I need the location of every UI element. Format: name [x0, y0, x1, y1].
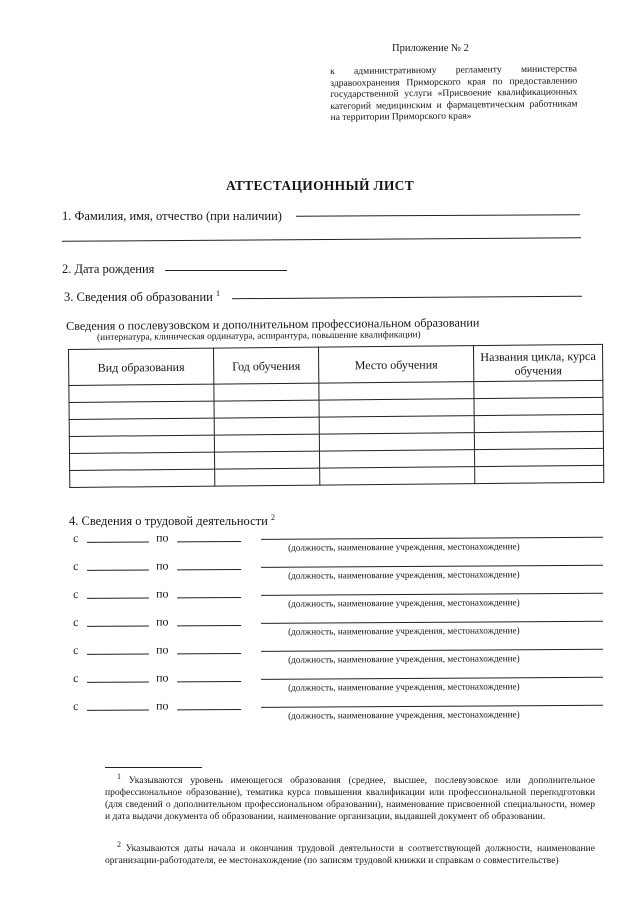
footnote-2 — [105, 839, 595, 867]
postgrad-table-cell[interactable] — [70, 469, 215, 487]
work-row — [73, 696, 608, 729]
fio-input-line-2[interactable] — [62, 237, 581, 242]
position-caption: (должность, наименование учреждения, местонахождение) — [288, 541, 520, 553]
col-education-type: Вид образования — [69, 348, 214, 385]
postgrad-table-cell[interactable] — [320, 467, 475, 485]
from-label: с — [73, 642, 79, 657]
from-date-line[interactable] — [87, 654, 149, 655]
postgrad-table-cell[interactable] — [319, 416, 474, 434]
position-line[interactable] — [261, 621, 603, 624]
education-input-line[interactable] — [232, 296, 582, 299]
education-label: 3. Сведения об образовании $^1$ — [64, 289, 220, 305]
from-label: с — [73, 530, 79, 545]
postgrad-table-cell[interactable] — [474, 397, 603, 415]
to-date-line[interactable] — [177, 653, 241, 654]
postgrad-table-cell[interactable] — [214, 417, 319, 435]
footnote-1-text: Указываются уровень имеющегося образования (среднее, высшее, послевузовское или дополнительное профессиональное образование), тематика курса повышения квалификации или профессиональной переподготовки (для сведений о дополнительном профессиональном образовании), наименование присвоенной специальности, номер и дата выдачи документа об образовании, наименование организации, выдавшей документ об образовании. — [105, 775, 595, 823]
postgrad-table-cell[interactable] — [319, 399, 474, 417]
position-caption: (должность, наименование учреждения, местонахождение) — [288, 625, 520, 637]
work-heading: 4. Сведения о трудовой деятельности $^2$ — [69, 513, 275, 529]
from-label: с — [73, 558, 79, 573]
postgrad-table-cell[interactable] — [214, 451, 319, 469]
fio-label: 1. Фамилия, имя, отчество (при наличии) — [62, 209, 282, 223]
birth-date-input-line[interactable] — [165, 270, 287, 271]
position-line[interactable] — [261, 677, 603, 680]
postgrad-table-cell[interactable] — [214, 434, 319, 452]
postgrad-table-wrap — [68, 344, 604, 488]
position-line[interactable] — [261, 593, 603, 596]
col-study-place: Место обучения — [318, 346, 473, 383]
position-line[interactable] — [261, 565, 603, 568]
to-date-line[interactable] — [177, 709, 241, 710]
postgrad-table-cell[interactable] — [70, 452, 215, 470]
to-label: по — [155, 642, 169, 657]
postgrad-table-cell[interactable] — [69, 401, 214, 419]
col-course-name: Названия цикла, курса обучения — [473, 344, 602, 381]
to-label: по — [155, 698, 169, 713]
to-date-line[interactable] — [177, 569, 241, 570]
postgrad-table-cell[interactable] — [319, 382, 474, 400]
birth-date-label: 2. Дата рождения — [62, 262, 155, 276]
postgrad-heading: Сведения о послевузовском и дополнительном профессиональном образовании — [66, 315, 480, 333]
col-study-year: Год обучения — [213, 347, 318, 384]
to-date-line[interactable] — [177, 597, 241, 598]
postgrad-table-cell[interactable] — [214, 383, 319, 401]
from-date-line[interactable] — [87, 570, 149, 571]
postgrad-table-cell[interactable] — [475, 465, 604, 483]
from-label: с — [73, 670, 79, 685]
fio-input-line[interactable] — [296, 214, 580, 216]
postgrad-table-cell[interactable] — [319, 433, 474, 451]
postgrad-table-cell[interactable] — [474, 448, 603, 466]
to-date-line[interactable] — [177, 541, 241, 542]
position-caption: (должность, наименование учреждения, местонахождение) — [288, 709, 520, 721]
to-label: по — [155, 530, 169, 545]
postgrad-table-cell[interactable] — [69, 418, 214, 436]
postgrad-table-cell[interactable] — [69, 384, 214, 402]
postgrad-subheading: (интернатура, клиническая ординатура, аспирантура, повышение квалификации) — [97, 330, 421, 343]
to-label: по — [155, 614, 169, 629]
footnote-ref-1: 1 — [215, 289, 220, 298]
postgrad-table — [68, 344, 604, 488]
to-label: по — [155, 670, 169, 685]
to-label: по — [155, 586, 169, 601]
from-date-line[interactable] — [87, 598, 149, 599]
appendix-reference: к административному регламенту министерства здравоохранения Приморского края по предоставлению государственной услуги «Присвоение квалификационных категорий медицинским и фармацевтическим работникам на территории Приморского края» — [330, 63, 578, 124]
footnote-ref-2: 2 — [270, 513, 275, 522]
position-line[interactable] — [261, 705, 603, 708]
postgrad-table-cell[interactable] — [214, 400, 319, 418]
from-label: с — [73, 614, 79, 629]
appendix-title: Приложение № 2 — [392, 43, 469, 54]
to-date-line[interactable] — [177, 681, 241, 682]
footnote-1-number: 1 — [117, 772, 121, 781]
position-caption: (должность, наименование учреждения, местонахождение) — [288, 681, 520, 693]
from-date-line[interactable] — [87, 626, 149, 627]
postgrad-table-cell[interactable] — [474, 431, 603, 449]
footnote-1 — [105, 771, 595, 823]
postgrad-table-cell[interactable] — [474, 414, 603, 432]
postgrad-table-cell[interactable] — [474, 380, 603, 398]
footnote-2-number: 2 — [117, 840, 121, 849]
from-date-line[interactable] — [87, 710, 149, 711]
position-line[interactable] — [261, 537, 603, 540]
position-caption: (должность, наименование учреждения, местонахождение) — [288, 653, 520, 665]
footnote-separator — [105, 767, 202, 768]
document-title: АТТЕСТАЦИОННЫЙ ЛИСТ — [225, 178, 415, 193]
from-date-line[interactable] — [87, 542, 149, 543]
position-caption: (должность, наименование учреждения, местонахождение) — [288, 597, 520, 609]
from-date-line[interactable] — [87, 682, 149, 683]
postgrad-table-cell[interactable] — [215, 468, 320, 486]
to-date-line[interactable] — [177, 625, 241, 626]
position-caption: (должность, наименование учреждения, местонахождение) — [288, 569, 520, 581]
postgrad-table-cell[interactable] — [69, 435, 214, 453]
footnote-2-text: Указываются даты начала и окончания трудовой деятельности в соответствующей должности, наименование организации-работодателя, ее местонахождение (по записям трудовой книжки и справкам о совместительстве) — [105, 843, 595, 867]
position-line[interactable] — [261, 649, 603, 652]
from-label: с — [73, 698, 79, 713]
postgrad-table-cell[interactable] — [319, 450, 474, 468]
from-label: с — [73, 586, 79, 601]
to-label: по — [155, 558, 169, 573]
